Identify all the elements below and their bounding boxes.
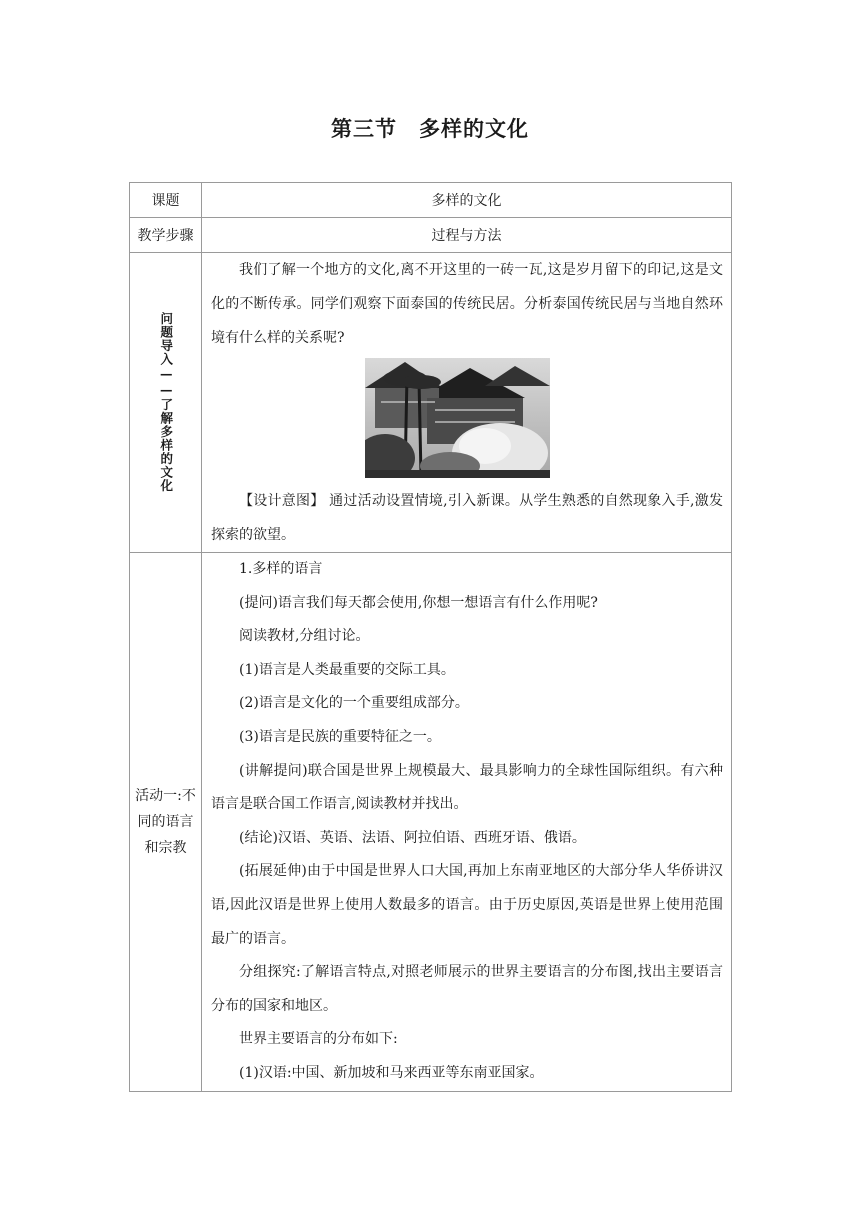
intro-content-cell — [202, 253, 732, 553]
page-title: 第三节 多样的文化 — [331, 117, 529, 141]
activity1-paragraph: (讲解提问)联合国是世界上规模最大、最具影响力的全球性国际组织。有六种语言是联合国工作语言,阅读教材并找出。 — [211, 762, 723, 813]
table-row-intro — [130, 253, 732, 553]
activity1-paragraph: 分组探究:了解语言特点,对照老师展示的世界主要语言的分布图,找出主要语言分布的国家和地区。 — [211, 964, 723, 1014]
table-row-topic — [130, 183, 732, 218]
topic-value: 多样的文化 — [202, 183, 732, 218]
activity1-paragraph: 1.多样的语言 — [239, 561, 323, 577]
activity1-paragraph: 世界主要语言的分布如下: — [239, 1031, 398, 1048]
activity1-paragraph: (1)汉语:中国、新加坡和马来西亚等东南亚国家。 — [239, 1064, 544, 1081]
steps-label: 教学步骤 — [130, 218, 202, 253]
activity1-paragraph: (结论)汉语、英语、法语、阿拉伯语、西班牙语、俄语。 — [239, 829, 586, 846]
thai-traditional-house-photo — [365, 358, 550, 478]
activity1-paragraph: (拓展延伸)由于中国是世界人口大国,再加上东南亚地区的大部分华人华侨讲汉语,因此汉语是世界上使用人数最多的语言。由于历史原因,英语是世界上使用范围最广的语言。 — [211, 863, 723, 947]
lesson-plan-table — [129, 182, 732, 1092]
topic-label: 课题 — [130, 183, 202, 218]
intro-paragraph: 我们了解一个地方的文化,离不开这里的一砖一瓦,这是岁月留下的印记,这是文化的不断传承。同学们观察下面泰国的传统民居。分析泰国传统民居与当地自然环境有什么样的关系呢? — [211, 262, 723, 346]
activity1-label-cell — [130, 553, 202, 1092]
activity1-paragraph: 阅读教材,分组讨论。 — [239, 628, 370, 645]
intro-label: 问题导入——了解多样的文化 — [158, 312, 174, 493]
design-intent: 【设计意图】 通过活动设置情境,引入新课。从学生熟悉的自然现象入手,激发探索的欲望。 — [211, 493, 723, 543]
intro-label-cell — [130, 253, 202, 553]
activity1-paragraph: (提问)语言我们每天都会使用,你想一想语言有什么作用呢? — [239, 594, 598, 611]
activity1-paragraph: (2)语言是文化的一个重要组成部分。 — [239, 695, 469, 712]
activity1-label: 活动一:不同的语言和宗教 — [135, 787, 196, 856]
table-row-activity1 — [130, 553, 732, 1092]
activity1-paragraph: (1)语言是人类最重要的交际工具。 — [239, 661, 455, 678]
activity1-content-cell — [202, 553, 732, 1092]
table-row-steps — [130, 218, 732, 253]
activity1-paragraph: (3)语言是民族的重要特征之一。 — [239, 728, 441, 745]
steps-value: 过程与方法 — [202, 218, 732, 253]
photo-container — [202, 358, 731, 482]
